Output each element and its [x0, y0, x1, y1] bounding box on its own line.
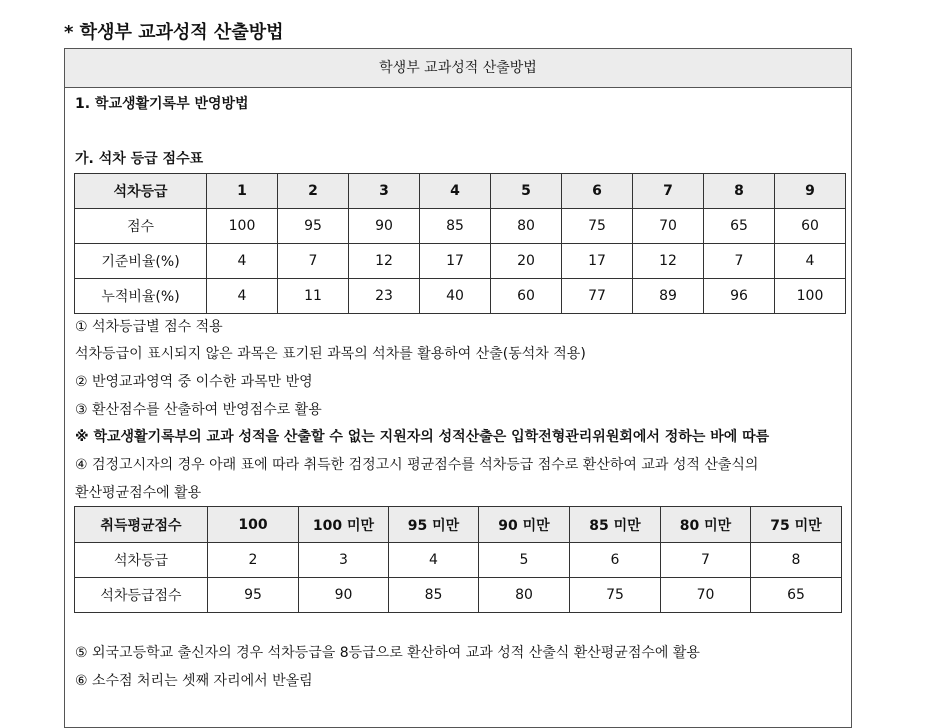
table-cell: 60: [491, 279, 562, 314]
table-cell: 85: [420, 209, 491, 244]
table-cell: 3: [299, 543, 389, 578]
table-cell: 석차등급점수: [75, 578, 208, 613]
ged-header-cell: 95 미만: [389, 507, 479, 543]
grade-table-header-row: [75, 174, 846, 209]
page-title: * 학생부 교과성적 산출방법: [64, 22, 284, 43]
table-cell: 95: [278, 209, 349, 244]
ged-header-cell: 취득평균점수: [75, 507, 208, 543]
table-cell: 누적비율(%): [75, 279, 207, 314]
table-cell: 7: [661, 543, 751, 578]
ged-table-header-row: [75, 507, 842, 543]
note-4-line1: ④ 검정고시자의 경우 아래 표에 따라 취득한 검정고시 평균점수를 석차등급 점수로 환산하여 교과 성적 산출식의: [75, 457, 759, 473]
table-cell: 7: [704, 244, 775, 279]
table-row: [75, 244, 846, 279]
table-cell: 70: [633, 209, 704, 244]
table-cell: 65: [751, 578, 842, 613]
table-cell: 기준비율(%): [75, 244, 207, 279]
table-cell: 4: [207, 244, 278, 279]
bold-note: ※ 학교생활기록부의 교과 성적을 산출할 수 없는 지원자의 성적산출은 입학전형관리위원회에서 정하는 바에 따름: [75, 429, 770, 445]
note-6: ⑥ 소수점 처리는 셋째 자리에서 반올림: [75, 673, 313, 689]
table-row: [75, 543, 842, 578]
ged-score-table: [74, 506, 842, 613]
note-1: ① 석차등급별 점수 적용: [75, 319, 223, 335]
table-cell: 85: [389, 578, 479, 613]
box-header: 학생부 교과성적 산출방법: [65, 49, 851, 88]
table-cell: 4: [389, 543, 479, 578]
table-cell: 96: [704, 279, 775, 314]
table-cell: 17: [562, 244, 633, 279]
grade-header-cell: 6: [562, 174, 633, 209]
table-cell: 100: [207, 209, 278, 244]
note-2: ② 반영교과영역 중 이수한 과목만 반영: [75, 374, 313, 390]
table-cell: 23: [349, 279, 420, 314]
table-cell: 5: [479, 543, 570, 578]
note-5: ⑤ 외국고등학교 출신자의 경우 석차등급을 8등급으로 환산하여 교과 성적 산출식 환산평균점수에 활용: [75, 645, 700, 661]
table-cell: 89: [633, 279, 704, 314]
grade-header-cell: 석차등급: [75, 174, 207, 209]
table-cell: 4: [775, 244, 846, 279]
table-cell: 75: [562, 209, 633, 244]
grade-score-table: [74, 173, 846, 314]
table-cell: 20: [491, 244, 562, 279]
table-cell: 60: [775, 209, 846, 244]
table-cell: 80: [491, 209, 562, 244]
note-3: ③ 환산점수를 산출하여 반영점수로 활용: [75, 402, 322, 418]
ged-header-cell: 100 미만: [299, 507, 389, 543]
ged-header-cell: 90 미만: [479, 507, 570, 543]
ged-header-cell: 85 미만: [570, 507, 661, 543]
table-row: [75, 209, 846, 244]
table-row: [75, 279, 846, 314]
table-cell: 12: [349, 244, 420, 279]
table-cell: 6: [570, 543, 661, 578]
table-row: [75, 578, 842, 613]
table-cell: 90: [349, 209, 420, 244]
section-ga-title: 가. 석차 등급 점수표: [75, 151, 204, 167]
ged-header-cell: 100: [208, 507, 299, 543]
table-cell: 2: [208, 543, 299, 578]
table-cell: 80: [479, 578, 570, 613]
table-cell: 4: [207, 279, 278, 314]
note-1-detail: 석차등급이 표시되지 않은 과목은 표기된 과목의 석차를 활용하여 산출(동석차 적용): [75, 346, 586, 362]
table-cell: 70: [661, 578, 751, 613]
table-cell: 12: [633, 244, 704, 279]
table-cell: 점수: [75, 209, 207, 244]
grade-header-cell: 5: [491, 174, 562, 209]
table-cell: 65: [704, 209, 775, 244]
table-cell: 17: [420, 244, 491, 279]
table-cell: 40: [420, 279, 491, 314]
grade-header-cell: 1: [207, 174, 278, 209]
table-cell: 100: [775, 279, 846, 314]
table-cell: 90: [299, 578, 389, 613]
content-box: [64, 48, 852, 728]
ged-header-cell: 75 미만: [751, 507, 842, 543]
table-cell: 8: [751, 543, 842, 578]
grade-header-cell: 7: [633, 174, 704, 209]
table-cell: 95: [208, 578, 299, 613]
grade-header-cell: 2: [278, 174, 349, 209]
ged-header-cell: 80 미만: [661, 507, 751, 543]
table-cell: 75: [570, 578, 661, 613]
grade-header-cell: 4: [420, 174, 491, 209]
table-cell: 7: [278, 244, 349, 279]
section1-title: 1. 학교생활기록부 반영방법: [75, 96, 249, 112]
note-4-line2: 환산평균점수에 활용: [75, 485, 202, 501]
table-cell: 석차등급: [75, 543, 208, 578]
grade-header-cell: 8: [704, 174, 775, 209]
table-cell: 11: [278, 279, 349, 314]
grade-header-cell: 9: [775, 174, 846, 209]
grade-header-cell: 3: [349, 174, 420, 209]
table-cell: 77: [562, 279, 633, 314]
